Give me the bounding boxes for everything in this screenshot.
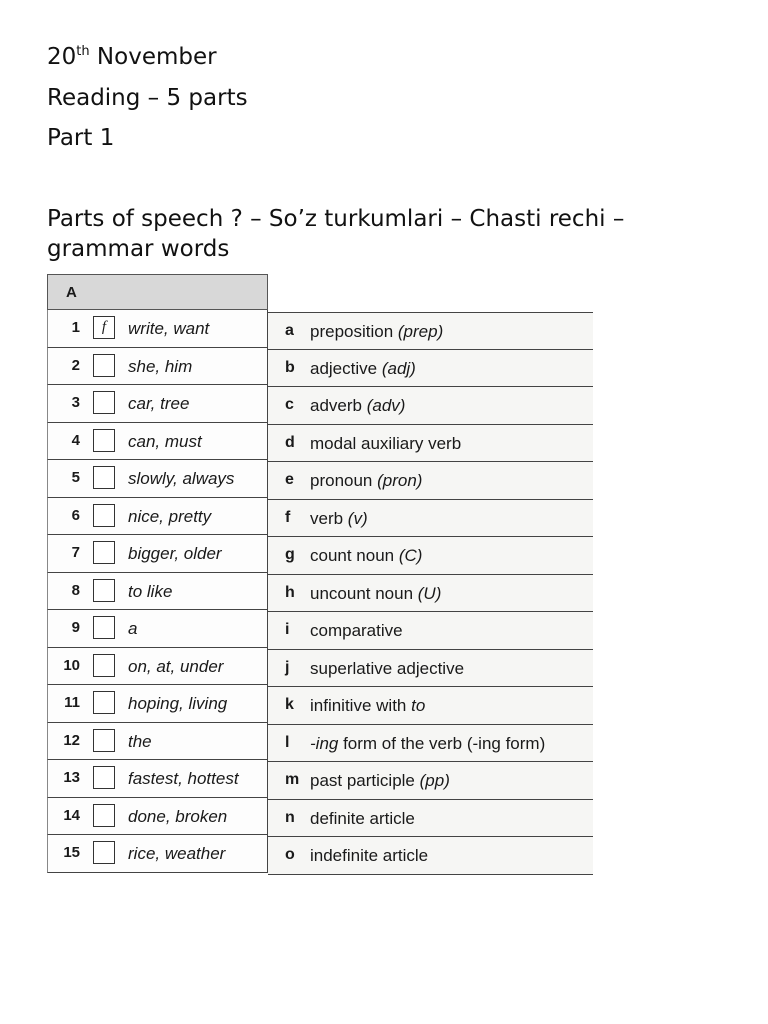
table-a-row <box>47 385 268 423</box>
option-letter: e <box>285 471 294 488</box>
date-month: November <box>89 44 217 70</box>
example-words: on, at, under <box>128 656 224 676</box>
example-words: the <box>128 731 152 751</box>
part-of-speech <box>310 584 441 604</box>
table-b-row <box>268 575 593 613</box>
part-of-speech <box>310 546 422 566</box>
part-of-speech <box>310 509 368 529</box>
example-words: car, tree <box>128 394 190 413</box>
definition-text: pronoun <box>310 471 378 490</box>
row-number: 10 <box>63 656 80 674</box>
table-a-row <box>47 460 268 498</box>
table-b-row <box>268 425 593 463</box>
date-line <box>47 42 217 72</box>
option-letter: j <box>285 658 290 676</box>
part-of-speech <box>310 396 405 416</box>
part-of-speech <box>310 621 403 641</box>
part-of-speech <box>310 659 464 679</box>
part-of-speech <box>310 471 422 491</box>
table-a-row <box>47 760 268 798</box>
row-number: 6 <box>71 506 80 524</box>
answer-box[interactable] <box>93 841 115 864</box>
option-letter: d <box>285 433 295 451</box>
part-line: Part 1 <box>47 125 115 151</box>
row-number: 15 <box>63 844 80 861</box>
definition-abbreviation: (pron) <box>377 471 423 490</box>
part-of-speech <box>310 734 545 754</box>
example-words: write, want <box>128 319 210 338</box>
option-letter: i <box>285 621 290 638</box>
answer-box[interactable] <box>93 391 115 414</box>
answer-box[interactable] <box>93 691 115 714</box>
table-a-row <box>47 573 268 611</box>
table-a <box>47 274 268 873</box>
definition-tail: form of the verb (-ing form) <box>338 733 546 753</box>
table-a-header: A <box>47 274 268 310</box>
row-number: 1 <box>71 319 80 336</box>
table-b-row <box>268 650 593 688</box>
answer-box[interactable] <box>93 541 115 564</box>
definition-abbreviation: to <box>411 696 426 715</box>
row-number: 14 <box>63 806 80 824</box>
option-letter: b <box>285 358 295 376</box>
definition-text: superlative adjective <box>310 658 465 678</box>
table-a-row <box>47 310 268 348</box>
definition-abbreviation: (v) <box>347 508 368 528</box>
part-of-speech <box>310 434 461 454</box>
table-a-row <box>47 685 268 723</box>
part-of-speech <box>310 359 416 379</box>
row-number: 12 <box>63 731 80 749</box>
answer-box[interactable] <box>93 654 115 677</box>
table-a-row <box>47 723 268 761</box>
definition-abbreviation: (adv) <box>366 396 406 415</box>
option-letter: g <box>285 546 295 563</box>
answer-box[interactable] <box>93 766 115 789</box>
table-a-row <box>47 835 268 873</box>
option-letter: a <box>285 322 294 339</box>
table-b-row <box>268 837 593 875</box>
example-words: nice, pretty <box>128 506 212 526</box>
option-letter: f <box>285 508 291 526</box>
table-b-row <box>268 537 593 575</box>
option-letter: n <box>285 808 295 826</box>
definition-abbreviation: -ing <box>310 733 339 753</box>
reading-line: Reading – 5 parts <box>47 85 248 111</box>
date-day: 20 <box>47 44 77 70</box>
table-b-row <box>268 350 593 388</box>
definition-abbreviation: (U) <box>417 583 442 603</box>
example-words: fastest, hottest <box>128 769 239 788</box>
option-letter: h <box>285 583 295 601</box>
table-a-row <box>47 648 268 686</box>
definition-text: indefinite article <box>310 846 429 865</box>
definition-abbreviation: (adj) <box>381 358 416 378</box>
definition-abbreviation: (prep) <box>397 322 444 341</box>
definition-text: adjective <box>310 358 382 378</box>
example-words: done, broken <box>128 806 228 826</box>
definition-text: verb <box>310 508 348 528</box>
answer-box[interactable]: f <box>93 316 115 339</box>
row-number: 7 <box>71 544 80 561</box>
definition-text: preposition <box>310 322 398 341</box>
row-number: 4 <box>71 431 80 449</box>
answer-box[interactable] <box>93 354 115 377</box>
part-of-speech <box>310 696 425 716</box>
definition-text: infinitive with <box>310 696 412 715</box>
definition-text: comparative <box>310 621 403 640</box>
option-letter: c <box>285 396 294 413</box>
row-number: 13 <box>63 769 80 786</box>
example-words: rice, weather <box>128 844 226 863</box>
option-letter: m <box>285 771 300 788</box>
example-words: she, him <box>128 356 193 376</box>
table-b-row <box>268 725 593 763</box>
definition-text: definite article <box>310 808 415 828</box>
answer-box[interactable] <box>93 504 115 527</box>
table-b-row <box>268 762 593 800</box>
table-b-row <box>268 312 593 350</box>
table-b-row <box>268 687 593 725</box>
table-b-row <box>268 612 593 650</box>
example-words: bigger, older <box>128 544 222 563</box>
part-of-speech <box>310 809 415 829</box>
answer-box[interactable] <box>93 466 115 489</box>
table-b-row <box>268 462 593 500</box>
table-b <box>268 312 593 875</box>
table-a-row <box>47 798 268 836</box>
definition-abbreviation: (C) <box>398 546 423 565</box>
part-of-speech <box>310 771 450 791</box>
table-a-row <box>47 535 268 573</box>
answer-box[interactable] <box>93 579 115 602</box>
option-letter: l <box>285 733 290 751</box>
answer-box[interactable] <box>93 804 115 827</box>
topic-line-continued: grammar words <box>47 236 230 262</box>
example-words: to like <box>128 581 173 601</box>
topic-line: Parts of speech ? – So’z turkumlari – Chasti rechi – <box>47 206 625 232</box>
row-number: 5 <box>71 469 80 486</box>
table-a-row <box>47 423 268 461</box>
table-b-row <box>268 387 593 425</box>
table-b-row <box>268 800 593 838</box>
definition-text: modal auxiliary verb <box>310 433 462 453</box>
row-number: 2 <box>71 356 80 374</box>
date-suffix: th <box>76 44 90 59</box>
row-number: 11 <box>64 694 80 711</box>
example-words: can, must <box>128 431 202 451</box>
answer-box[interactable] <box>93 729 115 752</box>
option-letter: k <box>285 696 294 713</box>
row-number: 3 <box>71 394 80 411</box>
part-of-speech <box>310 322 443 342</box>
example-words: slowly, always <box>128 469 235 488</box>
option-letter: o <box>285 846 295 863</box>
table-a-row <box>47 348 268 386</box>
definition-text: adverb <box>310 396 367 415</box>
row-number: 9 <box>71 619 80 636</box>
definition-abbreviation: (pp) <box>419 771 450 790</box>
table-a-row <box>47 610 268 648</box>
definition-text: uncount noun <box>310 583 418 603</box>
example-words: a <box>128 619 138 638</box>
part-of-speech <box>310 846 428 866</box>
table-b-row <box>268 500 593 538</box>
definition-text: count noun <box>310 546 399 565</box>
answer-box[interactable] <box>93 429 115 452</box>
answer-box[interactable] <box>93 616 115 639</box>
example-words: hoping, living <box>128 694 228 713</box>
table-a-row <box>47 498 268 536</box>
definition-text: past participle <box>310 771 420 790</box>
row-number: 8 <box>71 581 80 599</box>
